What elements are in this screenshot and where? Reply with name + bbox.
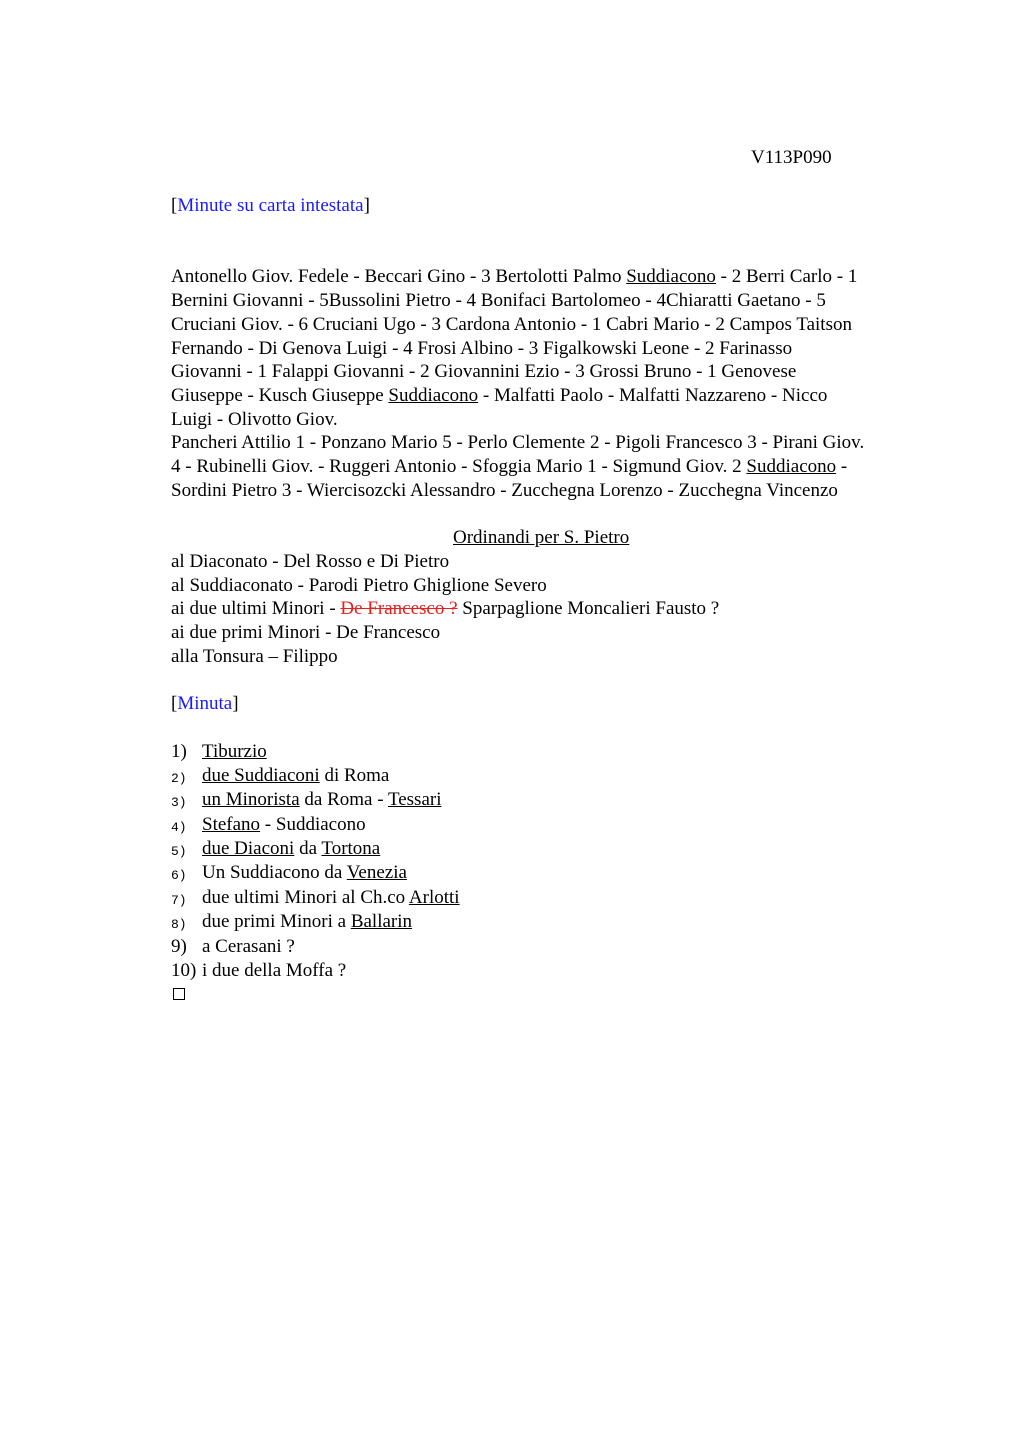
names-line-9: 4 - Rubinelli Giov. - Ruggeri Antonio - Sfoggia Mario 1 - Sigmund Giov. 2 Suddiacono - <box>171 456 848 477</box>
ordinandi-primi-minori: ai due primi Minori - De Francesco <box>171 622 441 643</box>
list-item: Stefano - Suddiacono <box>202 814 366 835</box>
minuta-heading: [Minuta] <box>171 693 239 714</box>
list-number: 4) <box>171 820 187 835</box>
ordinandi-diaconato: al Diaconato - Del Rosso e Di Pietro <box>171 551 450 572</box>
ordinandi-tonsura: alla Tonsura – Filippo <box>171 646 338 667</box>
names-line-2: Bernini Giovanni - 5Bussolini Pietro - 4 Bonifaci Bartolomeo - 4Chiaratti Gaetano - 5 <box>171 290 826 311</box>
list-item: due primi Minori a Ballarin <box>202 911 413 932</box>
list-number: 8) <box>171 917 187 932</box>
names-line-10: Sordini Pietro 3 - Wiercisozcki Alessandro - Zucchegna Lorenzo - Zucchegna Vincenzo <box>171 480 838 501</box>
list-item: i due della Moffa ? <box>202 960 347 981</box>
ordinandi-title: Ordinandi per S. Pietro <box>453 527 630 548</box>
list-item: a Cerasani ? <box>202 936 295 957</box>
list-item: due Suddiaconi di Roma <box>202 765 390 786</box>
names-line-7: Luigi - Olivotto Giov. <box>171 409 338 430</box>
names-line-5: Giovanni - 1 Falappi Giovanni - 2 Giovannini Ezio - 3 Grossi Bruno - 1 Genovese <box>171 361 797 382</box>
ordinandi-suddiaconato: al Suddiaconato - Parodi Pietro Ghiglione Severo <box>171 575 547 596</box>
list-number: 6) <box>171 868 187 883</box>
names-line-4: Fernando - Di Genova Luigi - 4 Frosi Albino - 3 Figalkowski Leone - 2 Farinasso <box>171 338 793 359</box>
letterhead-heading: [Minute su carta intestata] <box>171 195 370 216</box>
list-number: 10) <box>171 960 197 981</box>
ordinandi-ultimi-minori: ai due ultimi Minori - De Francesco ? Sparpaglione Moncalieri Fausto ? <box>171 598 720 619</box>
list-number: 7) <box>171 893 187 908</box>
list-number: 2) <box>171 771 187 786</box>
names-line-1: Antonello Giov. Fedele - Beccari Gino - 3 Bertolotti Palmo Suddiacono - 2 Berri Carlo - 1 <box>171 266 858 287</box>
struck-text: De Francesco ? <box>340 598 458 619</box>
list-number: 1) <box>171 741 187 762</box>
list-number: 5) <box>171 844 187 859</box>
list-number: 3) <box>171 795 187 810</box>
names-line-8: Pancheri Attilio 1 - Ponzano Mario 5 - Perlo Clemente 2 - Pigoli Francesco 3 - Pirani Giov. <box>171 432 865 453</box>
names-line-3: Cruciani Giov. - 6 Cruciani Ugo - 3 Cardona Antonio - 1 Cabri Mario - 2 Campos Taitson <box>171 314 852 335</box>
list-item: Un Suddiacono da Venezia <box>202 862 407 883</box>
list-item: due ultimi Minori al Ch.co Arlotti <box>202 887 460 908</box>
names-line-6: Giuseppe - Kusch Giuseppe Suddiacono - Malfatti Paolo - Malfatti Nazzareno - Nicco <box>171 385 828 406</box>
list-number: 9) <box>171 936 187 957</box>
list-item: due Diaconi da Tortona <box>202 838 381 859</box>
list-item: un Minorista da Roma - Tessari <box>202 789 442 810</box>
document-id: V113P090 <box>751 147 832 168</box>
list-item: Tiburzio <box>202 741 267 762</box>
empty-checkbox-icon <box>173 988 185 1000</box>
